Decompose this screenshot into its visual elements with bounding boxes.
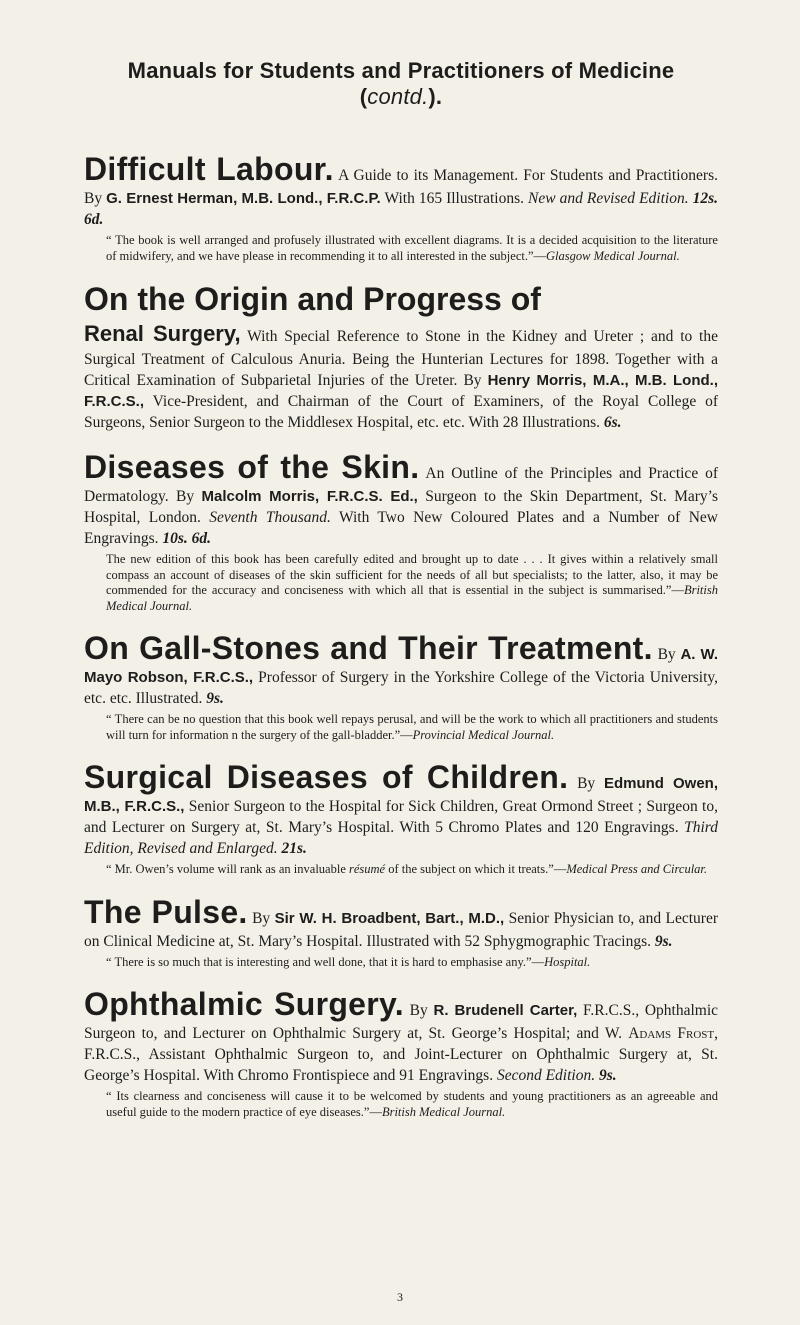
entry-description: An Outline of the Principles and Practice of Dermatology. By [84,465,718,505]
entry-the-pulse [84,893,718,971]
entry-description: By [652,646,681,663]
quote-dash: — [533,248,547,263]
quote-text: “ Its clearness and conciseness will cause it to be welcomed by students and young practitioners as an agreeable and useful guide to the modern practice of eye diseases.” [106,1089,718,1119]
entry-price: 9s. [206,690,224,707]
review-quote [106,1089,718,1120]
entry-credentials: F.R.C.S., Ophthalmic Surgeon to, and Lecturer on Ophthalmic Surgery at, St. George’s Hospital; and W. [84,1002,719,1042]
entry-price: 9s. [598,1067,617,1084]
entry-title: Ophthalmic Surgery. [84,986,404,1022]
entry-description: With Special Reference to Stone in the Kidney and Ureter ; and to the Surgical Treatment of Calculous Anuria. Being the Hunterian Lectures for 1898. Together with a Critical Examination of Subparietal Injuries of the Ureter. By [84,328,718,389]
entry-difficult-labour [84,150,718,264]
entry-price: 10s. 6d. [162,530,212,547]
quote-source: British Medical Journal. [106,583,718,613]
entry-author: Sir W. H. Broadbent, Bart., M.D., [274,909,505,927]
entry-coauthor: Adams Frost, [628,1025,719,1042]
running-head-paren-close: ). [428,84,443,109]
quote-text: “ Mr. Owen’s volume will rank as an invaluable [106,862,349,876]
entry-surgical-diseases-of-children [84,758,718,878]
entry-edition: Third Edition, Revised and Enlarged. [84,819,718,857]
quote-text: The new edition of this book has been carefully edited and brought up to date . . . It gives within a relatively small compass an account of diseases of the skin sufficient for the needs of all but specialists; to the latter, also, it may be commended for the accuracy and conciseness with which all that is essential in the subject is summarised.” [106,552,718,597]
quote-dash: — [531,954,545,969]
entry-body [84,319,718,433]
entry-author: A. W. Mayo Robson, F.R.C.S., [84,646,719,686]
quote-dash: — [369,1104,382,1119]
entry-title: Surgical Diseases of Children. [84,759,569,795]
entry-edition: New and Revised Edition. [528,190,689,207]
quote-dash: — [400,727,413,742]
entry-price: 12s. 6d. [84,190,719,228]
entry-body [84,629,718,709]
entry-gall-stones [84,629,718,743]
entry-author: R. Brudenell Carter, [433,1002,578,1019]
quote-text-end: of the subject on which it treats.” [385,862,554,876]
quote-text-italic: résumé [349,862,386,876]
running-head-paren-open: ( [359,84,368,109]
quote-source: British Medical Journal. [381,1104,506,1119]
entry-details: Senior Surgeon to the Hospital for Sick Children, Great Ormond Street ; Surgeon to, and Lecturer on Surgery at, St. Mary’s Hospital. With 5 Chromo Plates and 120 Engravings. [84,798,718,836]
entry-description: By [568,775,604,792]
entry-details: With 165 Illustrations. [380,190,529,207]
review-quote [106,712,718,743]
quote-source: Provincial Medical Journal. [412,727,555,742]
quote-source: Glasgow Medical Journal. [546,248,680,263]
entry-author: Edmund Owen, M.B., F.R.C.S., [84,775,719,815]
entry-title: Difficult Labour. [84,151,334,187]
entry-details: Vice-President, and Chairman of the Court of Examiners, of the Royal College of Surgeons, Senior Surgeon to the Middlesex Hospital, etc. etc. With 28 Illustrations. [84,393,718,431]
entry-price: 21s. [281,840,307,857]
review-quote [106,552,718,614]
entry-title: Diseases of the Skin. [84,449,420,485]
entry-edition: Seventh Thousand. [209,509,331,526]
entry-price: 9s. [654,932,673,950]
entry-price: 6s. [603,414,622,431]
entry-details-more: With Two New Coloured Plates and a Number of New Engravings. [84,509,718,547]
quote-dash: — [671,583,684,597]
entry-body [84,985,718,1086]
entry-body [84,150,718,230]
entry-author: Malcolm Morris, F.R.C.S. Ed., [201,488,418,505]
quote-source: Hospital. [544,954,591,969]
quote-text: “ There is so much that is interesting and well done, that it is hard to emphasise any.” [106,954,532,969]
entry-title: On the Origin and Progress of [84,281,541,317]
running-head-text: Manuals for Students and Practitioners of Medicine [127,58,675,83]
entry-body [84,893,718,952]
entry-details: Surgeon to the Skin Department, St. Mary’s Hospital, London. [84,488,718,526]
entry-body [84,758,718,859]
entry-details: F.R.C.S., Assistant Ophthalmic Surgeon to, and Joint-Lecturer on Ophthalmic Surgery at, St. George’s Hospital. With Chromo Frontispiece and 91 Engravings. [84,1046,718,1084]
quote-source: Medical Press and Circular. [566,862,708,876]
entry-title-continued: Renal Surgery, [84,321,241,346]
entry-details: Senior Physician to, and Lecturer on Clinical Medicine at, St. Mary’s Hospital. Illustrated with 52 Sphygmographic Tracings. [84,909,719,950]
entry-body [84,448,718,549]
quote-text: “ There can be no question that this book well repays perusal, and will be the work to which all practitioners and students will turn for information n the surgery of the gall-bladder.” [106,712,718,742]
review-quote [106,955,718,971]
entry-renal-surgery [84,279,718,433]
entry-ophthalmic-surgery [84,985,718,1120]
entry-author: G. Ernest Herman, M.B. Lond., F.R.C.P. [106,190,381,207]
entry-title: On Gall-Stones and Their Treatment. [84,630,653,666]
entry-details: Professor of Surgery in the Yorkshire College of the Victoria University, etc. etc. Illustrated. [84,669,718,707]
quote-dash: — [553,862,567,876]
entry-description: A Guide to its Management. For Students and Practitioners. By [84,167,718,207]
entry-edition: Second Edition. [496,1067,596,1084]
entry-diseases-of-the-skin [84,448,718,614]
running-head-contd: contd. [367,84,429,109]
entry-description: By [403,1002,434,1019]
running-head [84,58,718,110]
entry-description: By [247,909,275,927]
entry-title: The Pulse. [84,893,248,930]
entry-author: Henry Morris, M.A., M.B. Lond., F.R.C.S., [84,372,718,410]
page-number: 3 [397,1290,403,1304]
quote-text: “ The book is well arranged and profusely illustrated with excellent diagrams. It is a decided acquisition to the literature of midwifery, and we have please in recommending it to all interested in the subject.” [106,233,718,263]
review-quote [106,233,718,264]
review-quote [106,862,718,878]
